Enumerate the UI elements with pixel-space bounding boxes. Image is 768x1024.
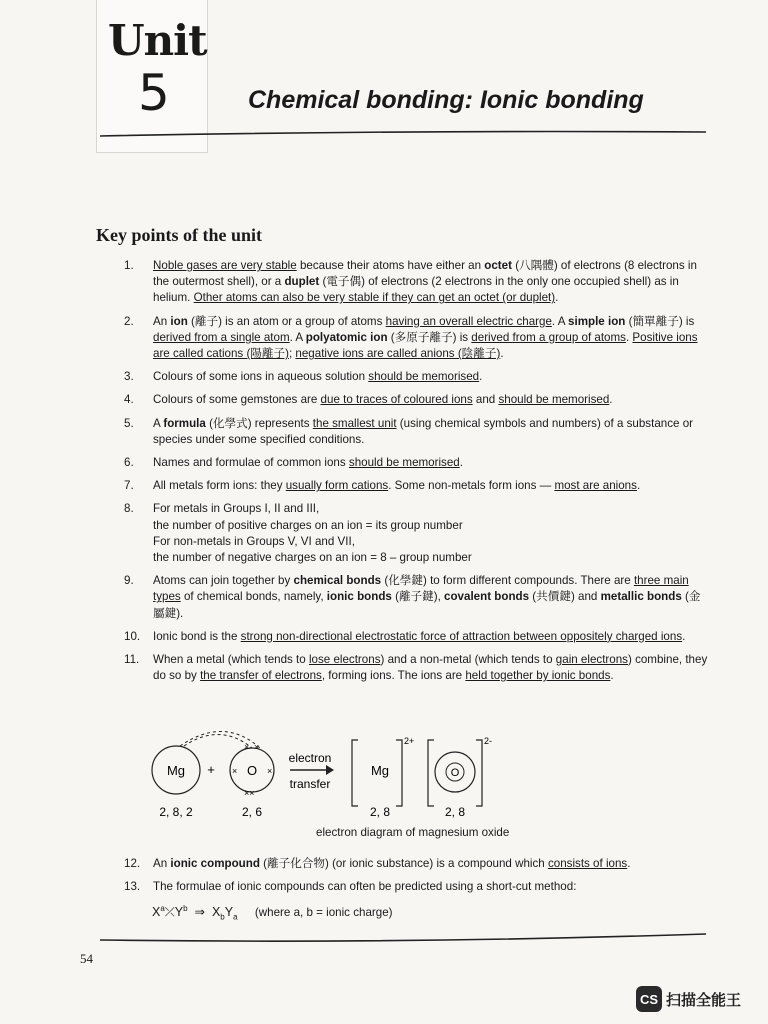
key-point-text: An ion (離子) is an atom or a group of atoms having an overall electric charge. A simple ion (簡單離子) is derived from a single atom. A polyatomic ion (多原子離子) is derived from a group of atoms. Positive ions are called cations (陽離子); negative ions are called anions (陰離子). — [153, 314, 698, 361]
svg-text:×: × — [254, 742, 260, 752]
key-point-number: 8. — [124, 502, 134, 516]
key-point-text: Ionic bond is the strong non-directional electrostatic force of attraction between oppositely charged ions. — [153, 629, 686, 643]
key-point-item — [124, 369, 710, 385]
key-point-text: All metals form ions: they usually form cations. Some non-metals form ions — most are anions. — [153, 479, 641, 493]
key-point-item — [124, 478, 710, 494]
config-mg-ion: 2, 8 — [369, 805, 391, 819]
svg-text:×: × — [267, 766, 273, 776]
key-point-text: For metals in Groups I, II and III, the number of positive charges on an ion = its group number For non-metals in Groups V, VI and VII, the number of negative charges on an ion = 8 – group number — [153, 502, 472, 565]
key-point-item — [124, 501, 710, 566]
key-point-text: Colours of some ions in aqueous solution should be memorised. — [153, 370, 483, 384]
key-point-number: 10. — [124, 629, 141, 643]
electron-diagram — [140, 724, 560, 824]
o-ion-label: O — [450, 767, 460, 779]
unit-word: Unit — [108, 16, 207, 65]
camscanner-icon: CS — [636, 986, 662, 1012]
key-point-item — [124, 258, 710, 307]
mg-label: Mg — [166, 763, 186, 778]
key-point-text: An ionic compound (離子化合物) (or ionic substance) is a compound which consists of ions. — [153, 857, 631, 870]
key-point-item — [124, 314, 710, 363]
key-points-list-continued — [124, 856, 710, 902]
key-point-text: Noble gases are very stable because their atoms have either an octet (八隅體) of electrons (8 electrons in the outermost shell), or a duplet (電子偶) of electrons (2 electrons in the only one occupied shell) as in helium. Other atoms can also be very stable if they can get an octet (or duplet). — [153, 259, 697, 305]
o-label: O — [246, 763, 258, 778]
key-point-number: 5. — [124, 416, 134, 430]
config-o: 2, 6 — [241, 805, 263, 819]
unit-number: 5 — [138, 64, 170, 122]
o-ion-charge: 2- — [484, 736, 493, 746]
key-point-item — [124, 856, 710, 872]
plus-sign: + — [207, 762, 215, 777]
svg-text:×: × — [232, 766, 238, 776]
diagram-caption: electron diagram of magnesium oxide — [316, 826, 510, 839]
key-point-number: 12. — [124, 857, 141, 870]
key-point-text: A formula (化學式) represents the smallest unit (using chemical symbols and numbers) of a substance or species under some specified conditions. — [153, 416, 693, 446]
section-heading: Key points of the unit — [96, 225, 263, 245]
mg-ion-charge: 2+ — [404, 736, 415, 746]
shortcut-formula: $X^a⤫Y^b$ ⇒ $X_bY_a$ (where a, b = ionic charge) — [152, 904, 393, 922]
key-point-item — [124, 392, 710, 408]
arrow-label-top: electron — [288, 751, 332, 765]
key-point-item — [124, 573, 710, 622]
key-point-text: Atoms can join together by chemical bonds (化學鍵) to form different compounds. There are three main types of chemical bonds, namely, ionic bonds (離子鍵), covalent bonds (共價鍵) and metallic bonds (金屬鍵). — [153, 574, 701, 620]
key-point-number: 6. — [124, 456, 134, 470]
key-point-text: When a metal (which tends to lose electrons) and a non-metal (which tends to gain electrons) combine, they do so by the transfer of electrons, forming ions. The ions are held together by ionic bonds. — [153, 653, 708, 683]
key-point-item — [124, 629, 710, 645]
scanner-watermark — [636, 986, 741, 1012]
key-points-list — [124, 258, 710, 691]
key-point-number: 3. — [124, 370, 134, 384]
header-rule — [100, 132, 706, 137]
page-number: 54 — [80, 951, 93, 966]
key-point-text: The formulae of ionic compounds can often be predicted using a short-cut method: — [153, 880, 577, 894]
key-point-number: 11. — [124, 653, 140, 667]
key-point-number: 13. — [124, 880, 141, 894]
svg-text:×: × — [244, 742, 250, 752]
watermark-text: 扫描全能王 — [666, 991, 742, 1009]
transfer-dashed-arrow — [184, 734, 252, 748]
key-point-number: 4. — [124, 393, 134, 407]
config-mg: 2, 8, 2 — [159, 805, 193, 819]
key-point-number: 1. — [124, 259, 134, 272]
key-point-item — [124, 455, 710, 471]
mg-ion-label: Mg — [370, 763, 390, 778]
key-point-number: 2. — [124, 314, 134, 328]
chapter-title: Chemical bonding: Ionic bonding — [248, 86, 644, 114]
key-point-text: Colours of some gemstones are due to traces of coloured ions and should be memorised. — [153, 393, 613, 407]
key-point-item — [124, 416, 710, 448]
config-o-ion: 2, 8 — [444, 805, 466, 819]
arrow-label-bottom: transfer — [289, 777, 331, 791]
footer-rule — [100, 934, 706, 941]
key-point-item — [124, 879, 710, 895]
key-point-item — [124, 652, 710, 684]
key-point-text: Names and formulae of common ions should be memorised. — [153, 456, 463, 470]
formula-note: (where a, b = ionic charge) — [254, 906, 393, 920]
key-point-number: 9. — [124, 574, 134, 588]
svg-text:××: ×× — [244, 788, 255, 798]
key-point-number: 7. — [124, 479, 134, 493]
